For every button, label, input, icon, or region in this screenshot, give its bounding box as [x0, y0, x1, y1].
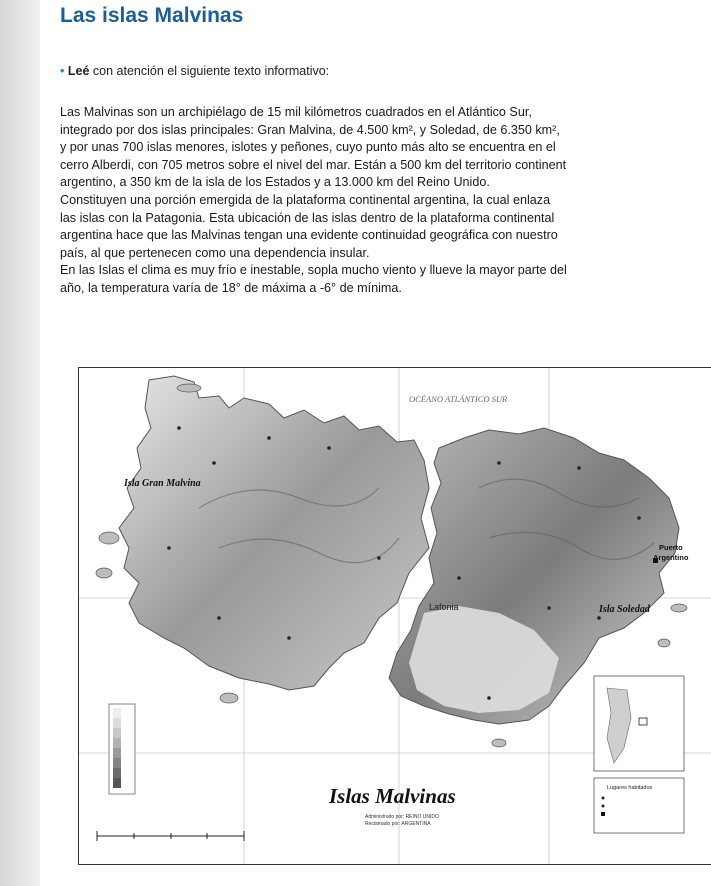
malvinas-map [78, 367, 711, 865]
gran-malvina-island [119, 376, 429, 690]
text-line: y por unas 700 islas menores, islotes y peñones, cuyo punto más alto se encuentra en el [60, 140, 556, 155]
text-line: las islas con la Patagonia. Esta ubicación de las islas dentro de la plataforma continental [60, 210, 555, 225]
gran-malvina-label: Isla Gran Malvina [124, 478, 201, 489]
page-left-margin [0, 0, 40, 886]
text-line: cerro Alberdi, con 705 metros sobre el nivel del mar. Están a 500 km del territorio continent [60, 157, 567, 172]
map-title: Islas Malvinas [329, 784, 456, 808]
text-line: Las Malvinas son un archipiélago de 15 mil kilómetros cuadrados en el Atlántico Sur, [60, 105, 532, 119]
instruction-text: con atención el siguiente texto informativo: [89, 64, 330, 78]
ocean-label: OCÉANO ATLÁNTICO SUR [409, 394, 508, 404]
text-line: argentino, a 350 km de la isla de los Estados y a 13.000 km del Reino Unido. [60, 175, 490, 190]
instruction-line [60, 64, 329, 78]
informative-text [60, 104, 711, 298]
inset-locator-map [594, 676, 684, 771]
soledad-label: Isla Soledad [599, 604, 650, 615]
scale-bar [97, 831, 244, 841]
text-line: Constituyen una porción emergida de la plataforma continental argentina, la cual enlaza [60, 192, 551, 207]
page-title: Las islas Malvinas [60, 4, 244, 27]
settlement-legend [594, 778, 684, 833]
text-line: integrado por dos islas principales: Gran Malvina, de 4.500 km², y Soledad, de 6.350 km², [60, 122, 560, 137]
text-line: país, al que pertenecen como una dependencia insular. [60, 245, 370, 260]
capital-label-1: Puerto [659, 543, 683, 552]
text-line: año, la temperatura varía de 18° de máxima a -6° de mínima. [60, 280, 402, 295]
map-credit-2: Reclamado por: ARGENTINA [365, 821, 431, 827]
bullet-icon: • [60, 64, 65, 78]
capital-label-2: Argentino [653, 553, 689, 562]
lafonia-label: Lafonia [429, 602, 459, 612]
instruction-verb: Leé [67, 64, 90, 78]
elevation-legend [109, 704, 135, 794]
legend-title: Lugares habitados [607, 785, 653, 791]
text-line: argentina hace que las Malvinas tengan una evidente continuidad geográfica con nuestro [60, 228, 558, 243]
text-line: En las Islas el clima es muy frío e inestable, sopla mucho viento y llueve la mayor parte del [60, 263, 567, 278]
map-svg [79, 368, 711, 864]
document-page [40, 0, 711, 886]
map-credit-1: Administrado por: REINO UNIDO [365, 814, 439, 820]
